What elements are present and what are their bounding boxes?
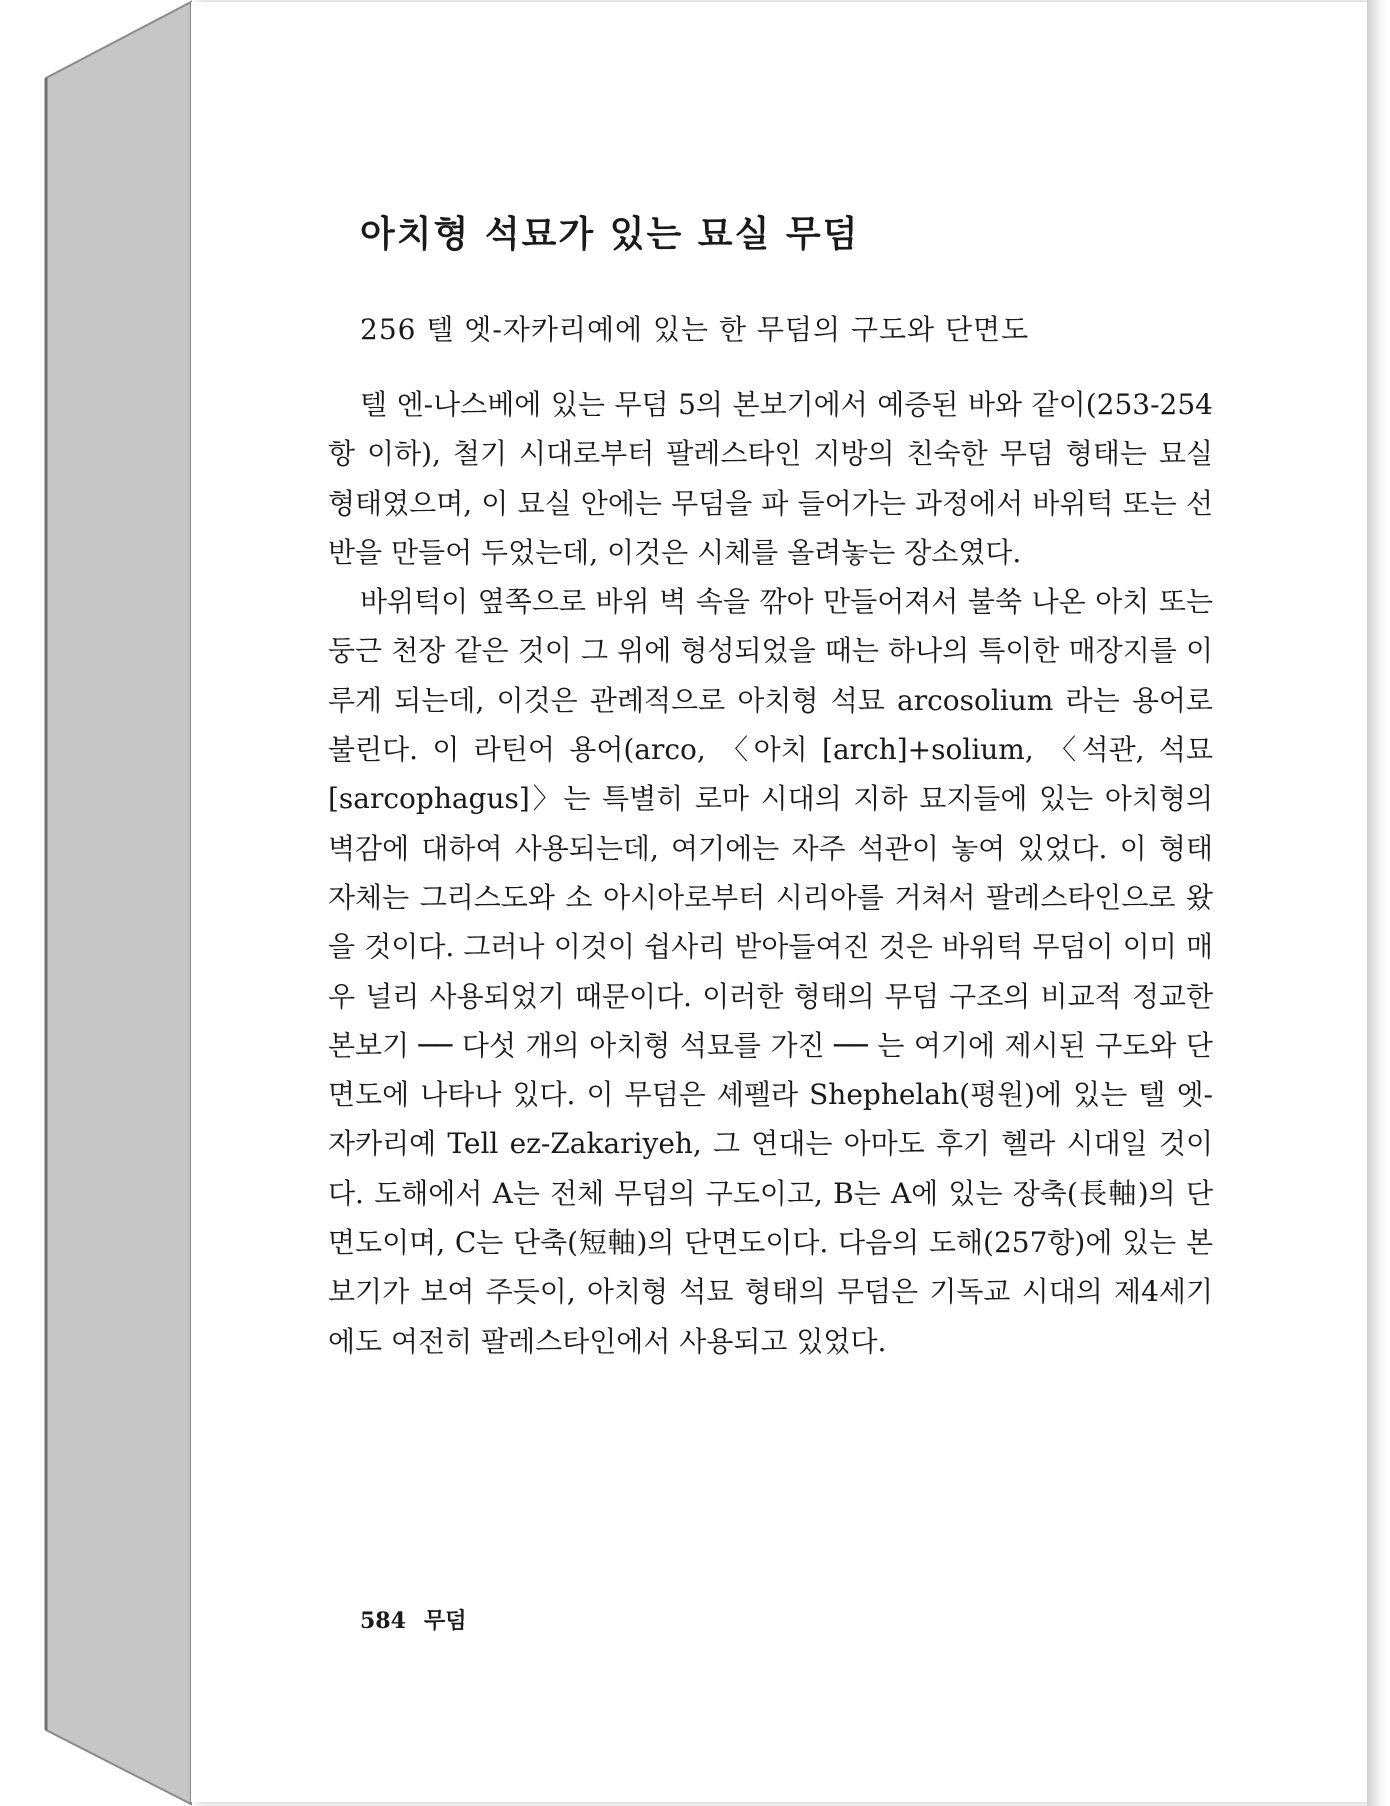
paragraph-2: 바위턱이 옆쪽으로 바위 벽 속을 깎아 만들어져서 불쑥 나온 아치 또는 둥근 천장 같은 것이 그 위에 형성되었을 때는 하나의 특이한 매장지를 이루게 되는데, 이것은 관례적으로 아치형 석묘 arcosolium 라는 용어로 불린다. 이 라틴어 용어(arco, 〈아치 [arch]+solium, 〈석관, 석묘[sarcophagus]〉는 특별히 로마 시대의 지하 묘지들에 있는 아치형의 벽감에 대하여 사용되는데, 여기에는 자주 석관이 놓여 있었다. 이 형태 자체는 그리스도와 소 아시아로부터 시리아를 거쳐서 팔레스타인으로 왔을 것이다. 그러나 이것이 쉽사리 받아들여진 것은 바위턱 무덤이 이미 매우 널리 사용되었기 때문이다. 이러한 형태의 무덤 구조의 비교적 정교한 본보기 ── 다섯 개의 아치형 석묘를 가진 ── 는 여기에 제시된 구도와 단면도에 나타나 있다. 이 무덤은 셰펠라 Shephelah(평원)에 있는 텔 엣-자카리예 Tell ez-Zakariyeh, 그 연대는 아마도 후기 헬라 시대일 것이다. 도해에서 A는 전체 무덤의 구도이고, B는 A에 있는 장축(長軸)의 단면도이며, C는 단축(短軸)의 단면도이다. 다음의 도해(257항)에 있는 본보기가 보여 주듯이, 아치형 석묘 형태의 무덤은 기독교 시대의 제4세기에도 여전히 팔레스타인에서 사용되고 있었다. (328, 585, 1213, 1358)
page-right-shadow (1367, 0, 1390, 1806)
paragraph-1: 텔 엔-나스베에 있는 무덤 5의 본보기에서 예증된 바와 같이(253-254항 이하), 철기 시대로부터 팔레스타인 지방의 친숙한 무덤 형태는 묘실 형태였으며, 이 묘실 안에는 무덤을 파 들어가는 과정에서 바위턱 또는 선반을 만들어 두었는데, 이것은 시체를 올려놓는 장소였다. (328, 388, 1213, 569)
page-footer (360, 1604, 466, 1635)
page-number: 584 (360, 1608, 406, 1634)
section-heading: 아치형 석묘가 있는 묘실 무덤 (360, 213, 860, 255)
footer-section-title: 무덤 (423, 1608, 467, 1634)
body-text (328, 380, 1213, 1366)
figure-caption: 256 텔 엣-자카리예에 있는 한 무덤의 구도와 단면도 (360, 313, 1030, 346)
book-side-edge (0, 0, 200, 1806)
book-spine-face (46, 2, 191, 1804)
